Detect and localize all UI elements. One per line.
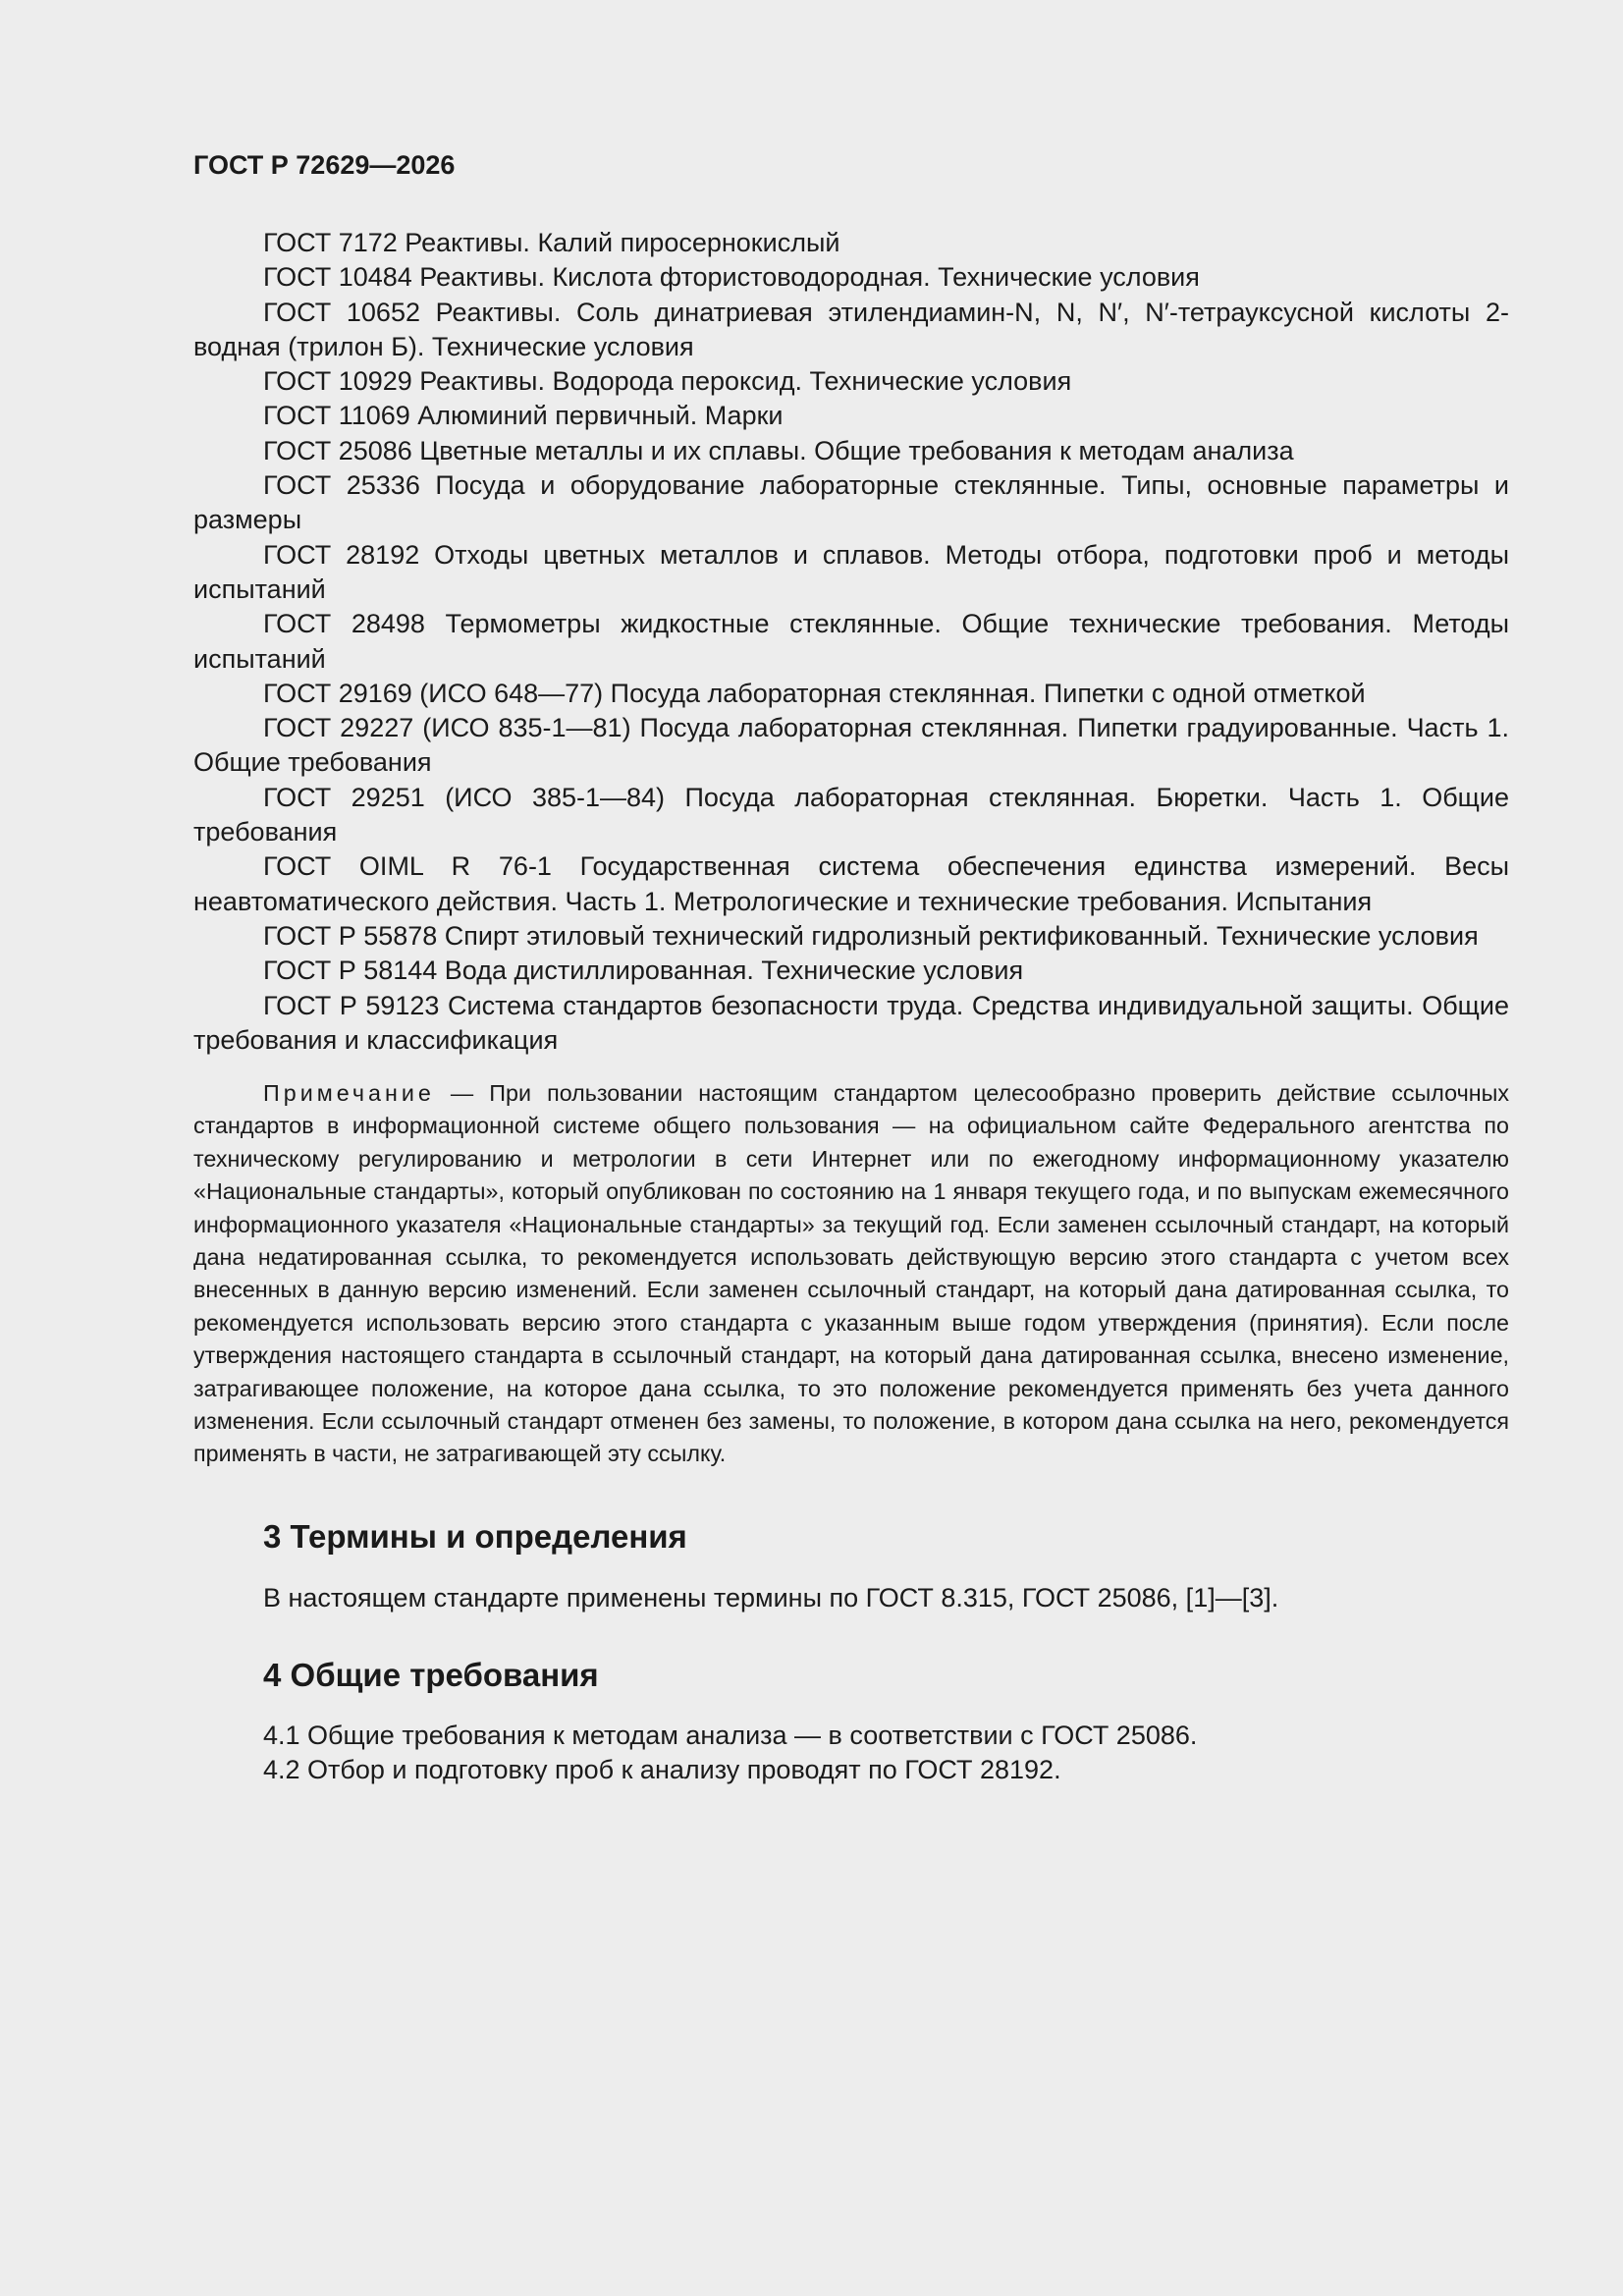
section-3-text: В настоящем стандарте применены термины по ГОСТ 8.315, ГОСТ 25086, [1]—[3]. [263, 1583, 1279, 1613]
note-text: При пользовании настоящим стандартом целесообразно проверить действие ссылочных стандартов в информационной системе общего пользования — на официальном сайте Федерального агентства по техническому регулированию и метрологии в сети Интернет или по ежегодному информационному указателю «Национальные стандарты», который опубликован по состоянию на 1 января текущего года, и по выпускам ежемесячного информационного указателя «Национальные стандарты» за текущий год. Если заменен ссылочный стандарт, на который дана недатированная ссылка, то рекомендуется использовать действующую версию этого стандарта с учетом всех внесенных в данную версию изменений. Если заменен ссылочный стандарт, на который дана датированная ссылка, то рекомендуется использовать версию этого стандарта с указанным выше годом утверждения (принятия). Если после утверждения настоящего стандарта в ссылочный стандарт, на который дана датированная ссылка, внесено изменение, затрагивающее положение, на которое дана ссылка, то это положение рекомендуется применять без учета данного изменения. Если ссылочный стандарт отменен без замены, то положение, в котором дана ссылка на него, рекомендуется применять в части, не затрагивающей эту ссылку. [193, 1080, 1509, 1467]
reference-item: ГОСТ 11069 Алюминий первичный. Марки [263, 401, 784, 431]
section-3-title: 3 Термины и определения [263, 1518, 687, 1555]
reference-item: ГОСТ 29251 (ИСО 385-1—84) Посуда лабораторная стеклянная. Бюретки. Часть 1. Общие требования [193, 782, 1509, 847]
reference-item: ГОСТ 7172 Реактивы. Калий пиросернокислый [263, 228, 840, 257]
reference-item: ГОСТ 28192 Отходы цветных металлов и сплавов. Методы отбора, подготовки проб и методы испытаний [193, 539, 1509, 604]
reference-item: ГОСТ 25086 Цветные металлы и их сплавы. Общие требования к методам анализа [263, 435, 1294, 465]
reference-item: ГОСТ Р 58144 Вода дистиллированная. Технические условия [263, 956, 1024, 986]
reference-item: ГОСТ 10484 Реактивы. Кислота фтористоводородная. Технические условия [263, 262, 1200, 293]
reference-item: ГОСТ 10929 Реактивы. Водорода пероксид. Технические условия [263, 366, 1072, 397]
note-paragraph [193, 1077, 1509, 1471]
reference-list [193, 226, 1509, 1058]
note-dash: — [434, 1080, 490, 1106]
section-4-item-2: 4.2 Отбор и подготовку проб к анализу проводят по ГОСТ 28192. [263, 1755, 1061, 1785]
reference-item: ГОСТ OIML R 76-1 Государственная система обеспечения единства измерений. Весы неавтоматического действия. Часть 1. Метрологические и технические требования. Испытания [193, 851, 1509, 916]
reference-item: ГОСТ 28498 Термометры жидкостные стеклянные. Общие технические требования. Методы испытаний [193, 609, 1509, 674]
note-label: Примечание [263, 1080, 435, 1106]
reference-item: ГОСТ 29227 (ИСО 835-1—81) Посуда лабораторная стеклянная. Пипетки градуированные. Часть 1. Общие требования [193, 713, 1509, 778]
reference-item: ГОСТ 10652 Реактивы. Соль динатриевая этилендиамин-N, N, N′, N′-тетрауксусной кислоты 2-водная (трилон Б). Технические условия [193, 297, 1509, 361]
reference-item: ГОСТ 29169 (ИСО 648—77) Посуда лабораторная стеклянная. Пипетки с одной отметкой [263, 678, 1366, 708]
reference-item: ГОСТ Р 59123 Система стандартов безопасности труда. Средства индивидуальной защиты. Общие требования и классификация [193, 990, 1509, 1055]
section-4-item-1: 4.1 Общие требования к методам анализа — в соответствии с ГОСТ 25086. [263, 1721, 1198, 1750]
reference-item: ГОСТ Р 55878 Спирт этиловый технический гидролизный ректификованный. Технические условия [263, 920, 1479, 951]
document-header: ГОСТ Р 72629—2026 [193, 150, 456, 180]
reference-item: ГОСТ 25336 Посуда и оборудование лабораторные стеклянные. Типы, основные параметры и размеры [193, 470, 1509, 535]
section-4-title: 4 Общие требования [263, 1657, 599, 1693]
